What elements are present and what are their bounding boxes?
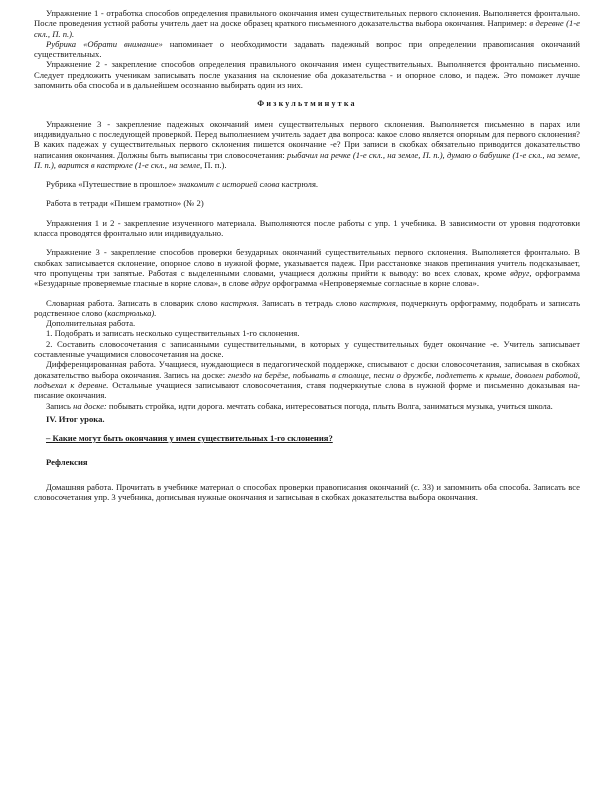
paragraph-text: П. п.). [202,159,227,170]
paragraph-additional: Дополнительная работа. [46,318,136,329]
paragraph-exercise-3-check [34,247,580,288]
paragraph-text: напоминает о необходимости задавать падежный вопрос при определении правописания окончаний существительных. [34,38,580,60]
paragraph-rubric-past [34,179,580,189]
paragraph-exercise-2: Упражнение 2 - закрепление способов определения правильного окончания имен существительных. Выполняется фронтально письменно. Следует предложить ученикам записывать после указания на склонение оба доказательства - и опорное слово, и падеж. Это поможет лучше запомнить оба способа и в дальнейшем осознанно выбирать один из них. [34,59,580,91]
paragraph-text: побывать стройка, идти дорога. мечтать собака, интересоваться погода, плыть Волга, заниматься музыка, учиться школа. [106,400,553,411]
paragraph-exercises-1-2: Упражнения 1 и 2 - закрепление изученного материала. Выполняются после работы с упр. 1 учебника. В зависимости от уровня подготовки класса проводятся фронтально или индивидуально. [34,217,580,239]
paragraph-text: кастрюля. [279,179,319,190]
paragraph-text: , орфограмма «Безударные проверяемые гласные в корне слова», в слове [34,267,580,289]
paragraph-differentiated [34,359,580,400]
lesson-summary-heading: IV. Итог урока. [46,413,105,424]
example-text: в деревне (1-е скл., П. п.). [34,18,580,39]
paragraph-text: Дифференцированная работа. Учащиеся, нуждающиеся в педагогической поддержке, списывают с доски словосочетания, записывая в скобках доказательство выбора окончания. Запись на доске: [34,359,580,380]
paragraph-text: , подчеркнуть орфограмму, подобрать и записать родственное слово ( [34,297,581,318]
paragraph-exercise-3 [34,119,580,170]
rubric-title: Рубрика «Обрати внимание» [46,38,163,49]
paragraph-text: Словарная работа. Записать в словарик слово [46,297,221,308]
paragraph-exercise-1 [34,8,580,39]
word-vdrug: вдруг [510,267,530,278]
paragraph-workbook: Работа в тетради «Пишем грамотно» (№ 2) [46,198,204,209]
list-item-1: 1. Подобрать и записать несколько существительных 1-го склонения. [46,328,300,339]
paragraph-text: Запись [46,400,74,411]
summary-question: – Какие могут быть окончания у имен существительных 1-го склонения? [46,433,333,444]
paragraph-vocabulary [34,298,580,319]
paragraph-text: Остальные учащиеся записывают словосочетания, ставя подчеркнутые слова в нужной форме и письменно доказывая на-писание окончания. [34,379,581,401]
section-heading: Физкультминутка [257,99,357,109]
document-page [34,8,580,502]
paragraph-rubric-attention [34,39,580,60]
paragraph-text: Упражнение 1 - отработка способов определения правильного окончания имен существительных первого склонения. Выполняется фронтально. После проведения устной работы учитель дает на доске образец краткого письменного доказательства выбора окончания. Например: [34,8,580,29]
paragraph-text: Упражнение 3 - закрепление способов проверки безударных окончаний существительных первого склонения. Выполняется фронтально. В скобках записывается склонение, опорное слово в нужной форме, указывается падеж. При расстановке знаков препинания учитель подсказывает, что пропущены три запятые. Работая с выделенными словами, учащиеся должны прийти к выводу: во всех словах, кроме [34,247,580,278]
rubric-italic: знакомит с историей слова [178,179,280,190]
paragraph-text: Упражнение 3 - закрепление падежных окончаний имен существительных первого склонения. Выполняется письменно в парах или индивидуально с последующей проверкой. Перед выполнением учитель задает два вопроса: какое слово является опорным для первого склонения? В каких падежах у существительных первого склонения пишется окончание -е? При записи в скобках обязательно приводится доказательство написания окончания. Должны быть выписаны три словосочетания: [34,118,580,160]
example-text: рыбачил на речке (1-е скл., на земле, П. п.), думаю о бабушке (1-е скл., на земле, П. п.), варится в кастрюле (1-е скл., на земле, [34,149,581,170]
word-kastryulya: кастрюля [359,297,396,308]
word-vdrug: вдруг [250,278,271,289]
paragraph-homework: Домашняя работа. Прочитать в учебнике материал о способах проверки правописания окончаний (с. 33) и запомнить оба способа. Записать все словосочетания упр. 3 учебника, дописывая нужные окончания и записывая в скобках доказательства выбора окончания. [34,481,580,502]
paragraph-text: орфограмма «Непроверяемые согласные в корне слова». [270,278,479,289]
paragraph-board-record [34,401,580,411]
word-kastryulka: кастрюлька). [107,307,157,318]
board-text: гнездо на берёзе, побывать в столице, песни о дружбе, подлететь к крыше, доволен работой, подъехал к деревне. [34,369,580,390]
board-label: на доске: [73,400,107,411]
list-item-2: 2. Составить словосочетания с записанными существительными, в которых у существительных будет окончание -е. Учитель записывает составленные учащимися словосочетания на доске. [34,338,580,360]
word-kastryulya: кастрюля. [220,297,259,308]
rubric-title: Рубрика «Путешествие в прошлое» [46,179,179,190]
reflection-heading: Рефлексия [46,457,88,468]
paragraph-text: Записать в тетрадь слово [258,297,360,308]
